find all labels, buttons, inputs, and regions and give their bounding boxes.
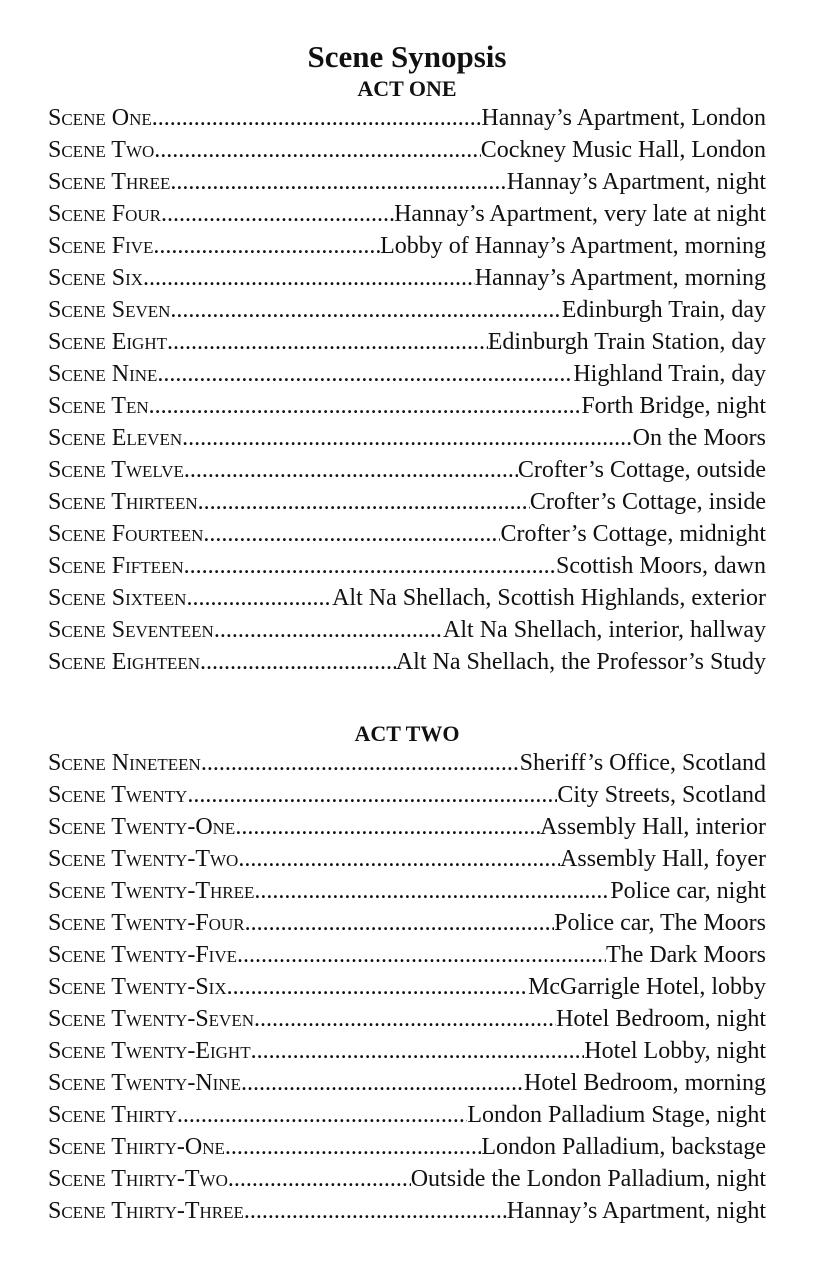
act-two-scene-list [48,747,766,1227]
dot-leader [241,1067,524,1099]
dot-leader [245,907,555,939]
dot-leader [182,422,633,454]
scene-number: Scene Seven [48,297,171,323]
dot-leader [161,198,394,230]
scene-location: Edinburgh Train, day [561,297,766,323]
scene-row [48,811,766,843]
dot-leader [254,875,610,907]
scene-row [48,518,766,550]
scene-location: The Dark Moors [606,942,766,968]
scene-number: Scene Nineteen [48,750,201,776]
scene-row [48,358,766,390]
dot-leader [238,843,560,875]
dot-leader [201,747,520,779]
scene-row [48,1131,766,1163]
scene-number: Scene Ten [48,393,149,419]
act-one-heading: ACT ONE [357,76,457,101]
scene-number: Scene Six [48,265,144,291]
scene-row [48,454,766,486]
scene-row [48,614,766,646]
dot-leader [184,550,556,582]
dot-leader [235,811,540,843]
scene-number: Scene Five [48,233,154,259]
scene-row [48,422,766,454]
scene-location: Assembly Hall, foyer [560,846,766,872]
scene-row [48,875,766,907]
scene-number: Scene Twenty-One [48,814,236,840]
scene-location: London Palladium Stage, night [467,1102,766,1128]
scene-row [48,907,766,939]
scene-location: Alt Na Shellach, Scottish Highlands, exterior [332,585,766,611]
scene-location: Hannay’s Apartment, night [506,169,766,195]
scene-number: Scene Sixteen [48,585,187,611]
act-two-section [48,721,766,1227]
scene-number: Scene Fourteen [48,521,204,547]
scene-number: Scene Eleven [48,425,183,451]
scene-number: Scene Seventeen [48,617,214,643]
scene-row [48,1163,766,1195]
act-one-section [48,76,766,678]
scene-location: Cockney Music Hall, London [480,137,766,163]
scene-location: Hotel Bedroom, morning [524,1070,766,1096]
scene-location: London Palladium, backstage [481,1134,766,1160]
scene-location: Hannay’s Apartment, morning [474,265,766,291]
dot-leader [244,1195,507,1227]
scene-number: Scene Twenty-Nine [48,1070,241,1096]
dot-leader [203,518,500,550]
scene-row [48,971,766,1003]
scene-location: Alt Na Shellach, interior, hallway [443,617,766,643]
dot-leader [184,454,518,486]
dot-leader [225,1131,482,1163]
scene-location: Alt Na Shellach, the Professor’s Study [395,649,766,675]
dot-leader [251,1035,585,1067]
scene-number: Scene Thirty-Three [48,1198,244,1224]
scene-location: City Streets, Scotland [557,782,766,808]
scene-location: Crofter’s Cottage, inside [529,489,766,515]
scene-row [48,646,766,678]
scene-location: Hotel Lobby, night [584,1038,766,1064]
scene-location: Police car, night [610,878,766,904]
scene-number: Scene Thirty-Two [48,1166,228,1192]
scene-row [48,294,766,326]
scene-row [48,582,766,614]
scene-row [48,1067,766,1099]
scene-row [48,939,766,971]
scene-number: Scene Twenty-Three [48,878,255,904]
dot-leader [187,779,557,811]
dot-leader [200,646,396,678]
dot-leader [157,358,573,390]
scene-location: Crofter’s Cottage, midnight [500,521,766,547]
dot-leader [170,294,561,326]
scene-location: McGarrigle Hotel, lobby [528,974,766,1000]
scene-location: Hannay’s Apartment, very late at night [394,201,766,227]
scene-row [48,486,766,518]
scene-number: Scene One [48,105,152,131]
scene-number: Scene Three [48,169,171,195]
scene-number: Scene Thirty-One [48,1134,225,1160]
scene-row [48,1003,766,1035]
scene-number: Scene Eighteen [48,649,201,675]
scene-row [48,390,766,422]
scene-location: Sheriff’s Office, Scotland [519,750,766,776]
scene-row [48,262,766,294]
dot-leader [149,390,582,422]
scene-number: Scene Twenty-Two [48,846,239,872]
dot-leader [214,614,443,646]
scene-location: Forth Bridge, night [581,393,766,419]
dot-leader [198,486,530,518]
scene-number: Scene Twenty-Six [48,974,227,1000]
page-title: Scene Synopsis [307,39,507,74]
scene-location: Highland Train, day [573,361,766,387]
scene-location: Hotel Bedroom, night [556,1006,766,1032]
scene-number: Scene Twenty [48,782,188,808]
scene-row [48,326,766,358]
scene-row [48,198,766,230]
scene-row [48,134,766,166]
dot-leader [227,971,528,1003]
dot-leader [167,326,488,358]
dot-leader [152,102,482,134]
scene-row [48,779,766,811]
scene-location: Hannay’s Apartment, London [481,105,766,131]
dot-leader [153,230,380,262]
scene-number: Scene Nine [48,361,158,387]
dot-leader [154,134,480,166]
dot-leader [237,939,606,971]
scene-number: Scene Twenty-Seven [48,1006,254,1032]
scene-number: Scene Four [48,201,161,227]
scene-location: Lobby of Hannay’s Apartment, morning [380,233,766,259]
act-two-heading: ACT TWO [354,721,460,746]
scene-row [48,550,766,582]
scene-row [48,102,766,134]
dot-leader [170,166,506,198]
scene-number: Scene Twelve [48,457,184,483]
scene-number: Scene Thirteen [48,489,198,515]
scene-number: Scene Fifteen [48,553,184,579]
scene-location: Crofter’s Cottage, outside [517,457,766,483]
dot-leader [228,1163,411,1195]
scene-location: Scottish Moors, dawn [556,553,766,579]
scene-row [48,1099,766,1131]
scene-row [48,230,766,262]
scene-location: Police car, The Moors [554,910,766,936]
scene-location: Outside the London Palladium, night [410,1166,766,1192]
program-page [48,38,766,1227]
scene-location: Assembly Hall, interior [540,814,766,840]
scene-number: Scene Two [48,137,155,163]
scene-row [48,1035,766,1067]
dot-leader [177,1099,467,1131]
scene-number: Scene Twenty-Four [48,910,245,936]
scene-row [48,166,766,198]
dot-leader [186,582,332,614]
scene-number: Scene Twenty-Five [48,942,237,968]
scene-number: Scene Twenty-Eight [48,1038,251,1064]
scene-row [48,843,766,875]
dot-leader [254,1003,556,1035]
scene-number: Scene Eight [48,329,167,355]
scene-location: On the Moors [632,425,766,451]
act-one-scene-list [48,102,766,678]
scene-location: Hannay’s Apartment, night [506,1198,766,1224]
dot-leader [143,262,475,294]
scene-row [48,747,766,779]
scene-row [48,1195,766,1227]
scene-number: Scene Thirty [48,1102,177,1128]
scene-location: Edinburgh Train Station, day [487,329,766,355]
